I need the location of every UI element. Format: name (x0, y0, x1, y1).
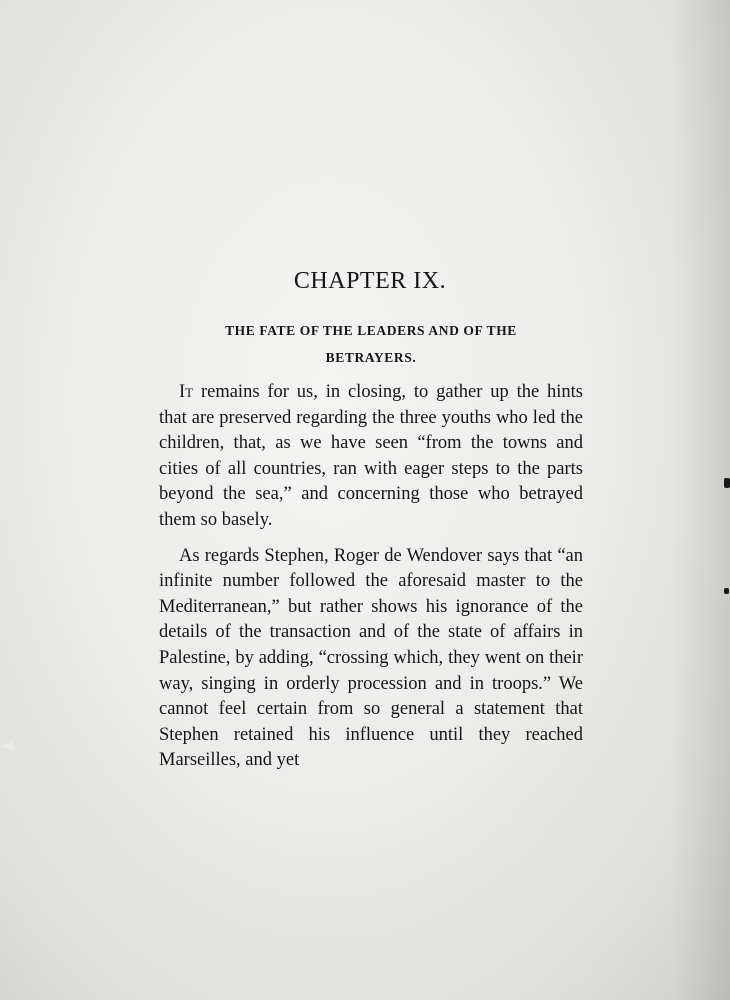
paragraph-2 (159, 544, 583, 774)
binding-mark-small (724, 588, 729, 594)
paragraph-1 (159, 380, 583, 534)
chapter-title-line-2: BETRAYERS. (325, 350, 417, 365)
paragraph-2-text: As regards Stephen, Roger de Wendover says that “an infinite number followed the aforesaid master to the Mediterranean,” but rather shows his ignorance of the details of the transaction and of the state of affairs in Palestine, by adding, “crossing which, they went on their way, singing in orderly procession and in troops.” We cannot feel certain from so general a statement that Stephen retained his influence until they reached Marseilles, and yet (159, 545, 583, 771)
binding-mark (724, 478, 730, 488)
chapter-heading: CHAPTER IX. (293, 268, 447, 294)
page-edge-shadow (670, 0, 730, 1000)
chapter-title (160, 317, 582, 371)
body-text (159, 380, 583, 774)
paragraph-1-text: remains for us, in closing, to gather up the hints that are preserved regarding the three youths who led the children, that, as we have seen “from the towns and cities of all countries, ran with eager steps to the parts beyond the sea,” and concerning those who betrayed them so basely. (159, 382, 583, 530)
scan-edge-mark (0, 740, 14, 752)
paragraph-1-lead: It (179, 382, 194, 402)
chapter-title-line-1: THE FATE OF THE LEADERS AND OF THE (225, 323, 517, 338)
